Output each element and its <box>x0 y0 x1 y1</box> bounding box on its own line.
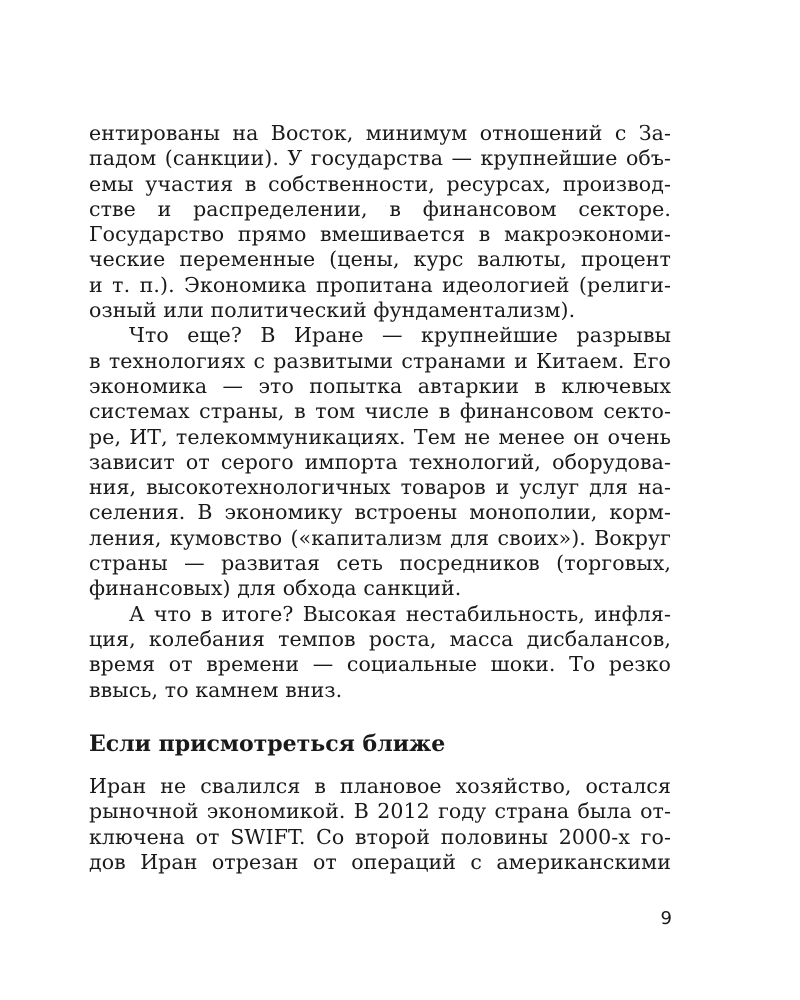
page-number: 9 <box>660 908 672 929</box>
text-line: ления, кумовство («капитализм для своих»). Вокруг <box>89 525 671 550</box>
text-line: Что еще? В Иране — крупнейшие разрывы <box>129 323 671 348</box>
text-line: дов Иран отрезан от операций с американскими <box>89 849 671 874</box>
text-line: системах страны, в том числе в финансовом секто- <box>89 399 671 424</box>
text-line: ентированы на Восток, минимум отношений с За- <box>89 121 671 145</box>
text-line: страны — развитая сеть посредников (торговых, <box>89 551 671 576</box>
text-line: ция, колебания темпов роста, масса дисбалансов, <box>89 626 671 651</box>
text-line: стве и распределении, в финансовом секторе. <box>89 196 671 221</box>
text-line: Иран не свалился в плановое хозяйство, остался <box>89 774 671 798</box>
text-line: селения. В экономику встроены монополии, корм- <box>89 500 671 525</box>
text-line: время от времени — социальные шоки. То резко <box>89 652 671 677</box>
text-line: озный или политический фундаментализм). <box>89 298 576 323</box>
text-line: емы участия в собственности, ресурсах, производ- <box>89 171 671 196</box>
text-line: финансовых) для обхода санкций. <box>89 576 462 601</box>
text-line: падом (санкции). У государства — крупнейшие объ- <box>89 146 671 171</box>
body-text-top <box>89 121 671 703</box>
text-line: А что в итоге? Высокая нестабильность, инфля- <box>129 601 671 626</box>
text-line: и т. п.). Экономика пропитана идеологией (религи- <box>89 272 671 297</box>
text-line: ния, высокотехнологичных товаров и услуг для на- <box>89 475 671 500</box>
text-line: ввысь, то камнем вниз. <box>89 677 343 702</box>
text-line: Государство прямо вмешивается в макроэкономи- <box>89 222 671 247</box>
section-heading: Если присмотреться ближе <box>89 731 446 757</box>
text-line: рыночной экономикой. В 2012 году страна была от- <box>89 799 671 824</box>
body-text-bottom <box>89 774 671 875</box>
text-line: зависит от серого импорта технологий, оборудова- <box>89 449 671 474</box>
text-line: экономика — это попытка автаркии в ключевых <box>89 373 671 398</box>
text-line: ческие переменные (цены, курс валюты, процент <box>89 247 671 272</box>
text-line: ре, ИТ, телекоммуникациях. Тем не менее он очень <box>89 424 671 449</box>
text-line: ключена от SWIFT. Со второй половины 2000-х го- <box>89 824 671 849</box>
text-line: в технологиях с развитыми странами и Китаем. Его <box>89 348 671 373</box>
